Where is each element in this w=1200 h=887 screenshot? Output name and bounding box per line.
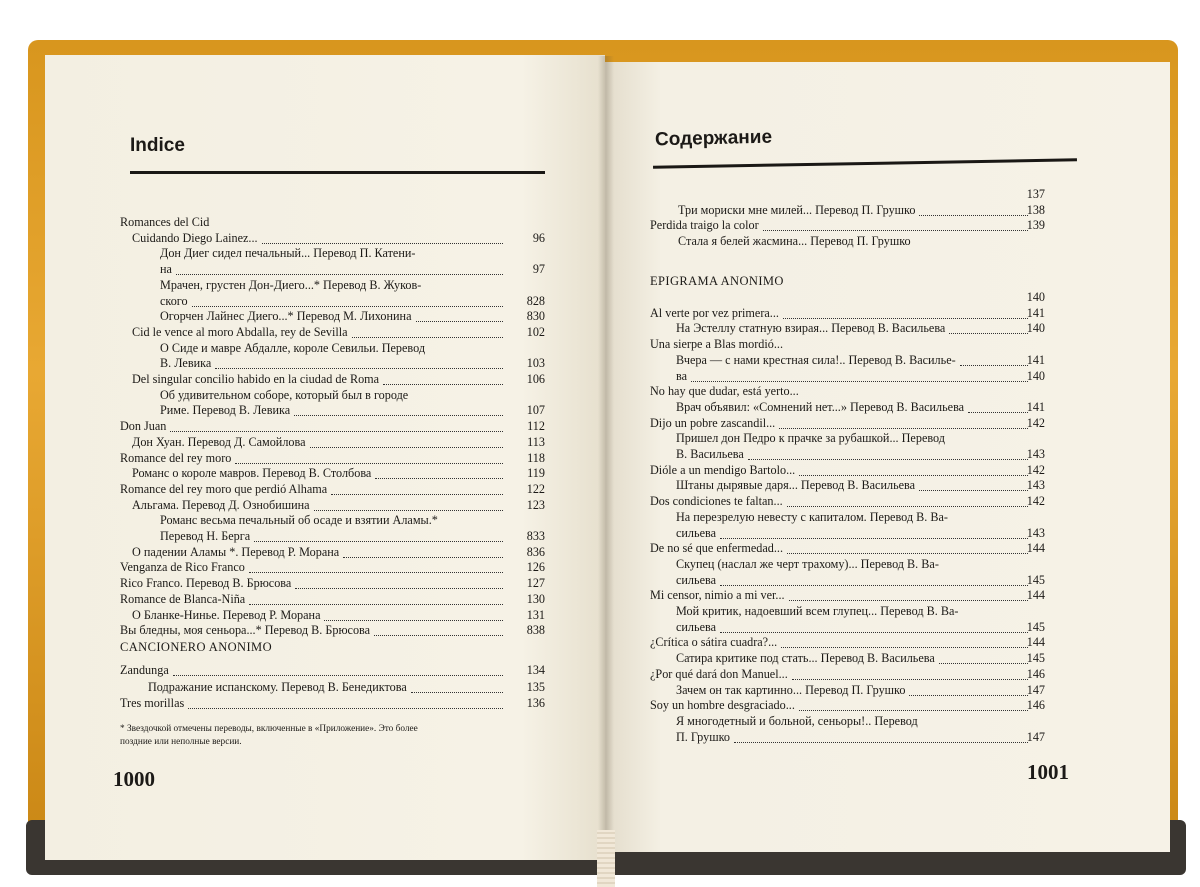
toc-entry-title: Романс весьма печальный об осаде и взятии Аламы.* <box>160 513 438 528</box>
toc-entry-page: 140 <box>1026 290 1045 304</box>
toc-leader <box>763 215 1028 231</box>
toc-leader <box>787 538 1028 554</box>
toc-entry-title: Сатира критике под стать... Перевод В. Васильева <box>676 651 935 666</box>
toc-entry-page: 123 <box>526 497 545 512</box>
toc-entry-title: Пришел дон Педро к прачке за рубашкой... Перевод <box>676 431 945 446</box>
toc-entry-page: 145 <box>1026 572 1045 587</box>
toc-leader <box>254 526 503 542</box>
toc-entry-page: 141 <box>1026 305 1045 320</box>
toc-leader <box>799 695 1028 711</box>
toc-leader <box>783 303 1028 319</box>
toc-leader <box>919 475 1028 491</box>
toc-leader <box>374 620 503 636</box>
toc-entry-title: на <box>160 262 172 277</box>
toc-entry-title: Venganza de Rico Franco <box>120 560 245 575</box>
toc-entry-page: 96 <box>532 230 545 245</box>
toc-leader <box>919 200 1028 216</box>
toc-entry-title: Три мориски мне милей... Перевод П. Грушко <box>678 202 916 217</box>
toc-entry-page: 107 <box>526 403 545 418</box>
toc-entry-title: Вы бледны, моя сеньора...* Перевод В. Брюсова <box>120 623 371 638</box>
bookmark-ribbon <box>597 830 615 887</box>
toc-leader <box>416 306 503 322</box>
toc-entry-title: П. Грушко <box>676 729 730 744</box>
toc-entry-page: 146 <box>1026 698 1045 713</box>
toc-leader <box>176 259 503 275</box>
toc-leader <box>375 463 503 479</box>
toc-entry-page: 122 <box>526 481 545 496</box>
toc-leader <box>192 291 503 307</box>
toc-leader <box>779 413 1028 429</box>
toc-entry-title: Cid le vence al moro Abdalla, rey de Sevilla <box>132 324 348 339</box>
toc-entry-page: 126 <box>526 560 545 575</box>
toc-leader <box>314 495 503 511</box>
toc-entry-page: 140 <box>1026 321 1045 336</box>
toc-leader <box>343 542 503 558</box>
toc-entry-title: О падении Аламы *. Перевод Р. Морана <box>132 544 340 559</box>
toc-entry-page: 143 <box>1026 525 1045 540</box>
toc-entry-title: Tres morillas <box>120 696 185 710</box>
toc-entry-title: Об удивительном соборе, который был в городе <box>160 387 409 402</box>
toc-entry-title: ва <box>676 368 688 383</box>
toc-entry-page: 134 <box>526 663 545 677</box>
toc-entry-title: Zandunga <box>120 663 169 677</box>
right-header-rule <box>653 158 1077 168</box>
toc-leader <box>909 680 1028 696</box>
toc-entry-page: 127 <box>526 576 545 591</box>
toc-entry-page: 106 <box>526 372 545 386</box>
toc-entry-title: Don Juan <box>120 419 167 434</box>
toc-entry-page: 146 <box>1026 666 1045 681</box>
toc-entry-title: Я многодетный и больной, сеньоры!.. Перевод <box>676 713 918 728</box>
toc-entry-title: Подражание испанскому. Перевод В. Бенедиктова <box>148 679 407 694</box>
toc-entry-page: 145 <box>1026 619 1045 634</box>
toc-entry-page: 130 <box>526 591 545 606</box>
toc-entry-title: Мой критик, надоевший всем глупец... Перевод В. Ва- <box>676 604 959 618</box>
footnote-line-1: * Звездочкой отмечены переводы, включенные в «Приложение». Это более <box>120 724 418 734</box>
right-page-number: 1001 <box>1027 760 1069 784</box>
toc-leader <box>188 693 503 709</box>
toc-leader <box>789 585 1028 601</box>
toc-leader <box>787 491 1028 507</box>
toc-entry-title: Огорчен Лайнес Диего...* Перевод М. Лихонина <box>160 309 412 324</box>
toc-entry-title: На перезрелую невесту с капиталом. Перевод В. Ва- <box>676 509 948 524</box>
toc-entry-title: сильева <box>676 572 716 587</box>
toc-entry-title: О Сиде и мавре Абдалле, короле Севильи. Перевод <box>160 340 426 355</box>
toc-entry-title: Дон Хуан. Перевод Д. Самойлова <box>132 434 306 449</box>
toc-entry-title: Dijo un pobre zascandil... <box>650 415 776 430</box>
toc-entry-title: Del singular concilio habido en la ciudad de Roma <box>132 372 380 386</box>
toc-entry-title: Romances del Cid <box>120 215 210 229</box>
toc-entry-title: No hay que dudar, está yerto... <box>650 384 799 399</box>
book-gutter <box>598 56 614 856</box>
toc-leader <box>170 416 503 432</box>
left-page-header: Indice <box>130 135 185 156</box>
toc-entry-page: 144 <box>1026 635 1045 650</box>
toc-leader <box>748 444 1028 460</box>
toc-leader <box>352 322 503 338</box>
toc-entry-page: 145 <box>1026 651 1045 666</box>
toc-entry-title: Романс о короле мавров. Перевод В. Столбова <box>132 466 372 481</box>
toc-entry-title: Штаны дырявые даря... Перевод В. Васильева <box>676 478 916 493</box>
toc-entry-page: 143 <box>1026 478 1045 493</box>
right-page-header: Содержание <box>654 126 773 151</box>
toc-entry-page: 142 <box>1026 415 1045 430</box>
footnote-line-2: поздние или неполные версии. <box>120 737 242 747</box>
toc-entry-title: Дон Диег сидел печальный... Перевод П. Катени- <box>160 246 416 261</box>
toc-leader <box>310 432 503 448</box>
toc-entry-page: 141 <box>1026 352 1045 367</box>
toc-leader <box>720 523 1028 539</box>
toc-entry-title: О Бланке-Нинье. Перевод Р. Морана <box>132 607 321 622</box>
toc-entry-page: 119 <box>527 466 545 481</box>
toc-entry-page: 136 <box>526 696 545 710</box>
toc-entry-title: ¿Por qué dará don Manuel... <box>650 666 788 681</box>
toc-leader <box>792 664 1028 680</box>
toc-entry-page: 142 <box>1026 494 1045 509</box>
toc-entry-page: 147 <box>1026 729 1045 744</box>
left-header-rule <box>130 171 545 174</box>
toc-entry-page: 118 <box>527 450 545 465</box>
toc-leader <box>295 573 503 589</box>
toc-leader <box>262 228 503 244</box>
toc-entry-page: 833 <box>526 529 545 543</box>
toc-entry-page: 838 <box>526 623 545 638</box>
toc-entry-title: На Эстеллу статную взирая... Перевод В. Васильева <box>676 321 946 336</box>
toc-entry-page: 140 <box>1026 368 1045 383</box>
toc-entry-page: 147 <box>1026 682 1045 697</box>
toc-entry-title: Romance del rey moro que perdió Alhama <box>120 481 328 496</box>
toc-entry-page: 97 <box>532 262 545 277</box>
toc-entry-page: 138 <box>1026 202 1045 217</box>
toc-entry-page: 112 <box>527 419 545 434</box>
toc-entry-page: 836 <box>526 544 545 559</box>
toc-entry-title: Стала я белей жасмина... Перевод П. Грушко <box>678 233 911 248</box>
left-section-title: CANCIONERO ANONIMO <box>120 640 272 654</box>
toc-entry-title: Зачем он так картинно... Перевод П. Грушко <box>676 682 906 697</box>
toc-leader <box>781 632 1028 648</box>
toc-entry-title: Dos condiciones te faltan... <box>650 494 783 509</box>
toc-entry-title: Rico Franco. Перевод В. Брюсова <box>120 576 292 591</box>
toc-entry-title: Врач объявил: «Сомнений нет...» Перевод В. Васильева <box>676 399 965 414</box>
toc-entry-page: 135 <box>526 679 545 694</box>
toc-entry-title: В. Васильева <box>676 447 744 461</box>
toc-entry-title: сильева <box>676 525 716 540</box>
toc-entry-page: 144 <box>1026 588 1045 603</box>
right-page <box>605 62 1170 852</box>
toc-entry-title: De no sé que enfermedad... <box>650 541 783 556</box>
toc-leader <box>173 660 503 676</box>
toc-entry-title: Вчера — с нами крестная сила!.. Перевод В. Васильe- <box>676 352 956 367</box>
toc-entry-title: Скупец (наслал же черт трахому)... Перевод В. Ва- <box>676 556 939 571</box>
toc-entry-title: Cuidando Diego Lainez... <box>132 230 258 245</box>
toc-leader <box>331 479 503 495</box>
toc-entry-page: 113 <box>527 434 545 449</box>
toc-entry-title: Альгама. Перевод Д. Ознобишина <box>132 497 310 512</box>
toc-entry-page: 143 <box>1026 447 1045 461</box>
toc-entry-title: В. Левика <box>160 356 212 371</box>
toc-leader <box>799 460 1028 476</box>
toc-entry-title: ¿Crítica o sátira cuadra?... <box>650 635 778 650</box>
toc-leader <box>720 617 1028 633</box>
toc-entry-page: 103 <box>526 356 545 371</box>
toc-entry-page: 828 <box>526 293 545 308</box>
toc-entry-title: Romance del rey moro <box>120 450 232 465</box>
toc-entry-title: Al verte por vez primera... <box>650 305 779 320</box>
toc-leader <box>294 400 503 416</box>
toc-leader <box>734 727 1028 743</box>
toc-entry-title: Перевод Н. Берга <box>160 529 251 543</box>
toc-entry-page: 102 <box>526 324 545 339</box>
toc-leader <box>249 557 503 573</box>
toc-entry-page: 141 <box>1026 399 1045 414</box>
toc-entry-title: Soy un hombre desgraciado... <box>650 698 795 713</box>
toc-entry-title: Romance de Blanca-Niña <box>120 591 246 606</box>
toc-entry-page: 144 <box>1026 541 1045 556</box>
toc-entry-title: Mi censor, nimio a mi ver... <box>650 588 785 603</box>
toc-entry-page: 139 <box>1026 218 1045 232</box>
toc-entry-page: 131 <box>526 607 545 622</box>
toc-entry-title: Dióle a un mendigo Bartolo... <box>650 462 796 477</box>
toc-entry-page: 142 <box>1026 462 1045 477</box>
toc-entry-title: сильева <box>676 619 716 634</box>
toc-entry-title: ского <box>160 293 188 308</box>
toc-leader <box>720 570 1028 586</box>
right-section-title: EPIGRAMA ANONIMO <box>650 274 784 288</box>
toc-leader <box>215 353 503 369</box>
toc-entry-page: 137 <box>1026 187 1045 201</box>
toc-leader <box>691 366 1028 382</box>
toc-leader <box>411 677 503 693</box>
left-page-number: 1000 <box>113 767 155 791</box>
left-page <box>45 55 605 860</box>
toc-entry-page: 830 <box>526 309 545 324</box>
toc-entry-title: Мрачен, грустен Дон-Диего...* Перевод В. Жуков- <box>160 277 422 292</box>
toc-entry-title: Риме. Перевод В. Левика <box>160 403 291 418</box>
toc-entry-title: Perdida traigo la color <box>650 218 759 232</box>
toc-leader <box>324 605 503 621</box>
toc-entry-title: Una sierpe a Blas mordió... <box>650 337 784 352</box>
toc-leader <box>235 448 503 464</box>
toc-leader <box>383 369 503 385</box>
toc-leader <box>249 589 503 605</box>
